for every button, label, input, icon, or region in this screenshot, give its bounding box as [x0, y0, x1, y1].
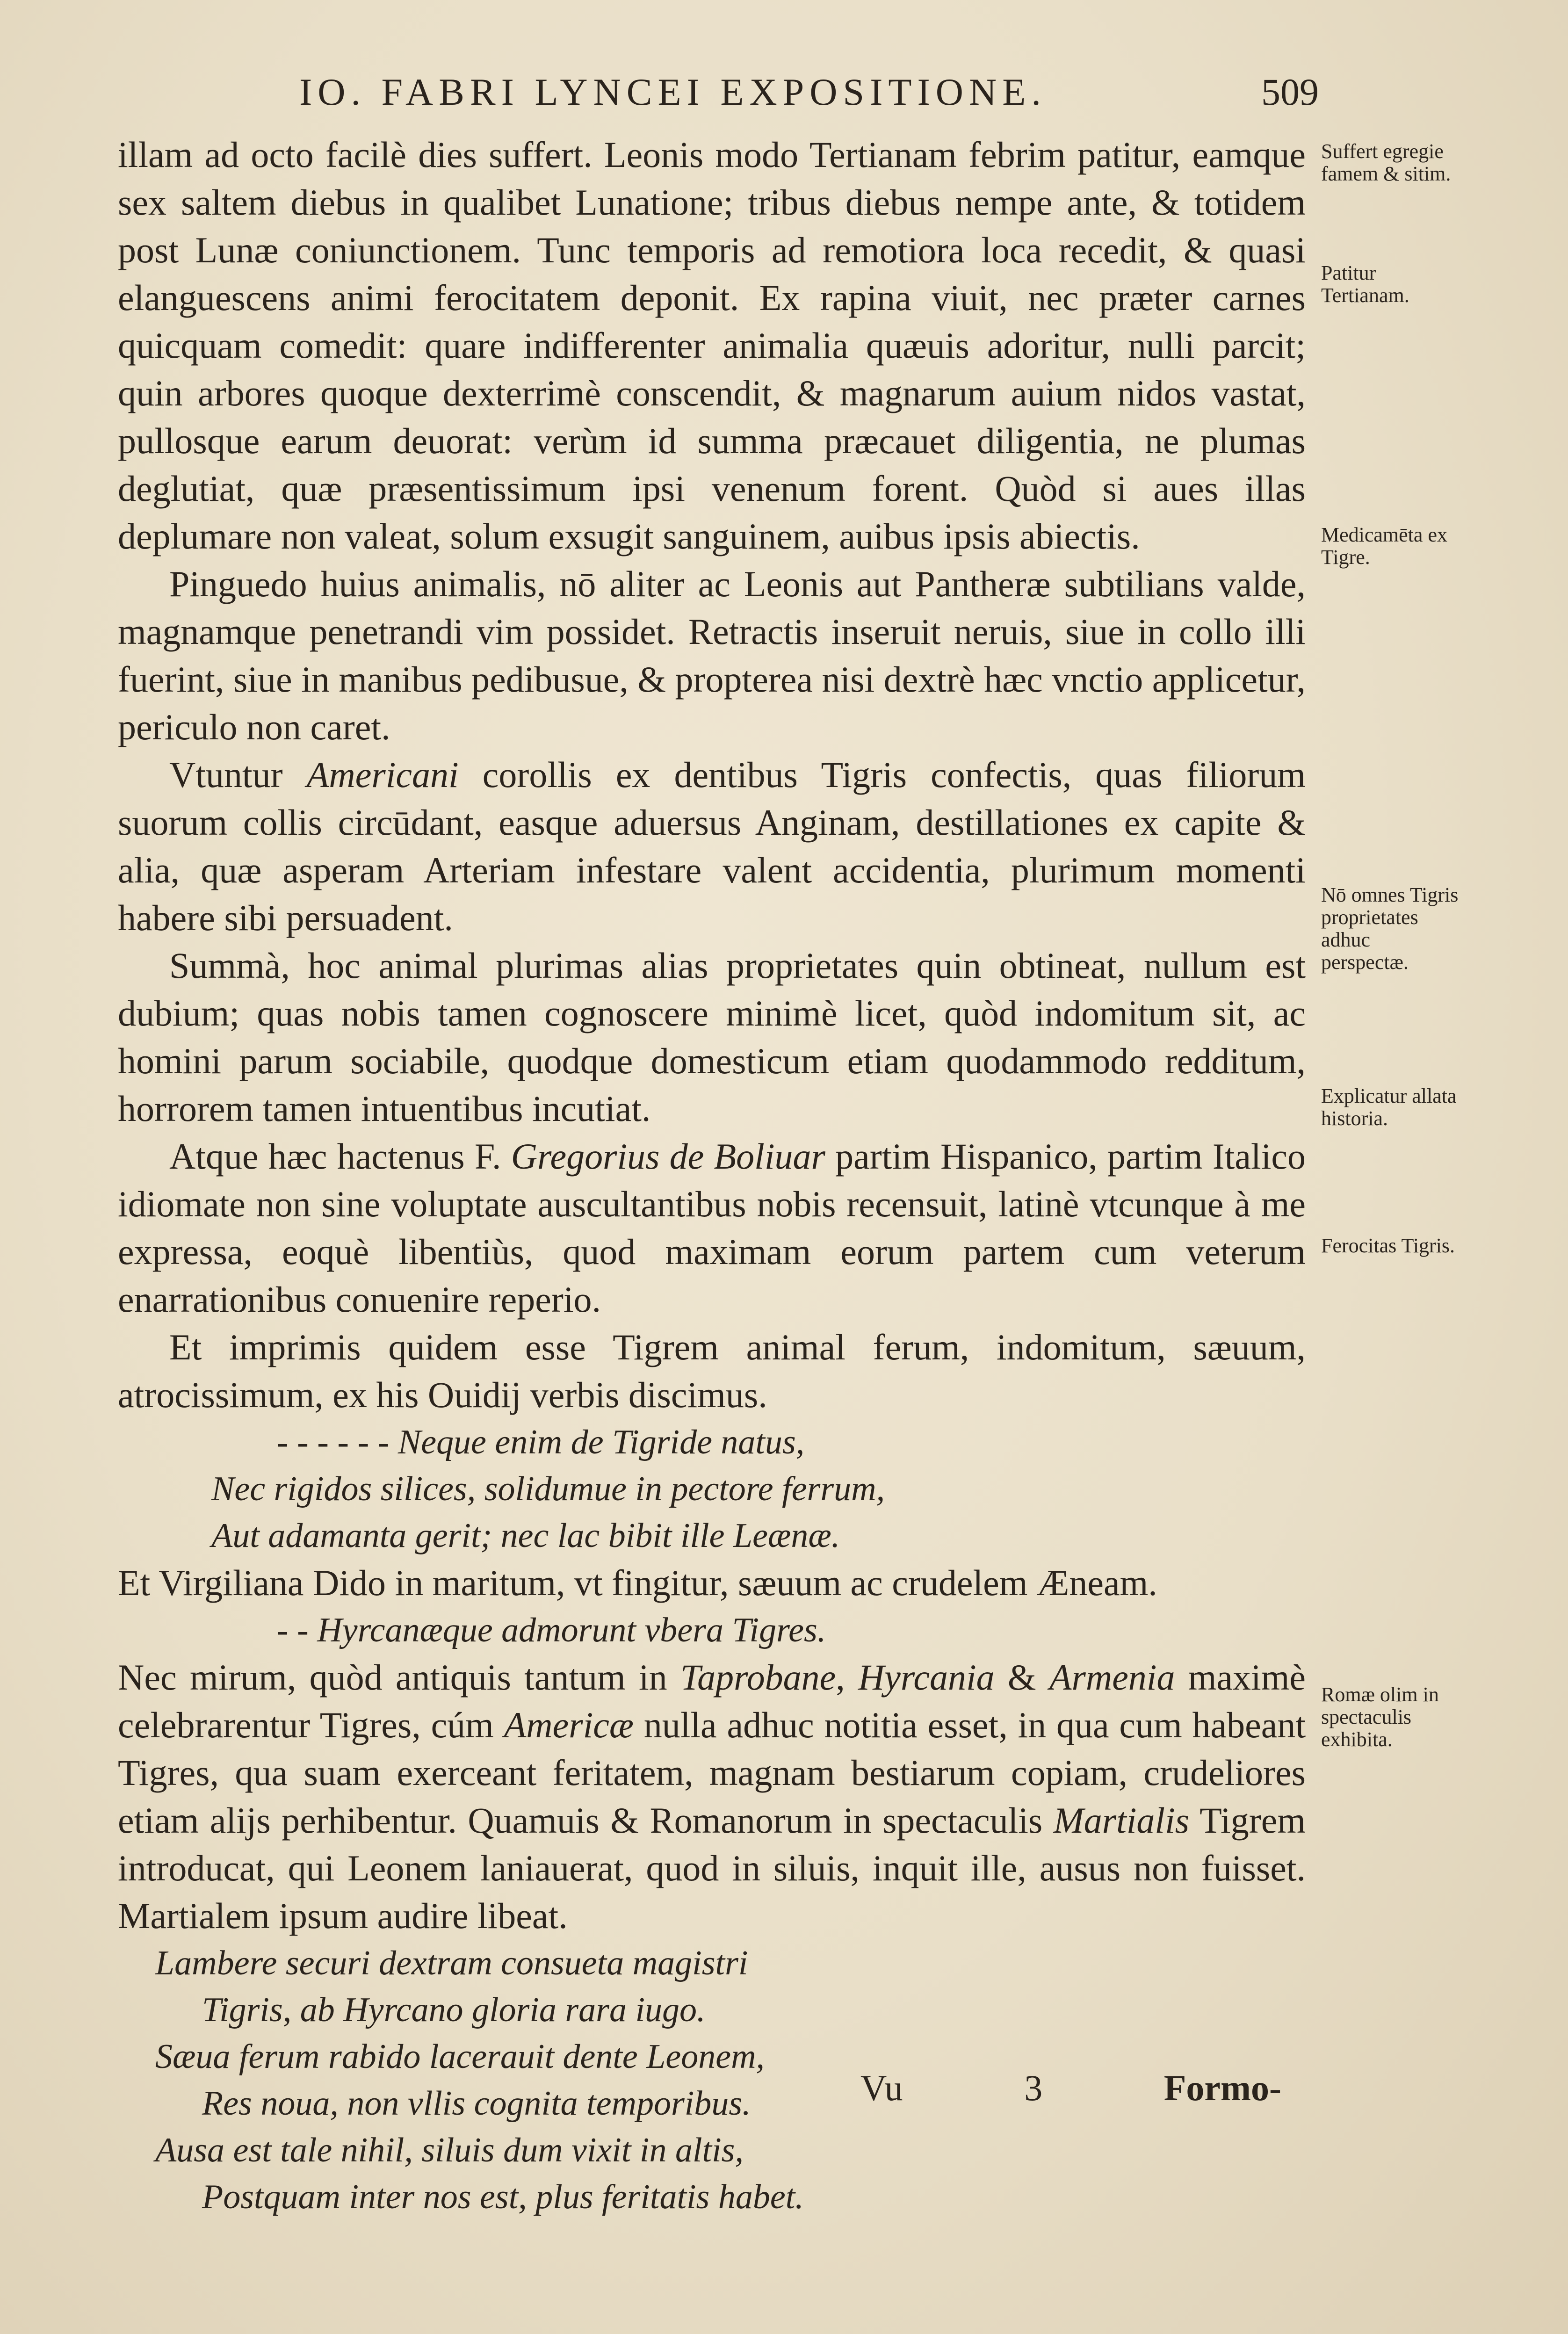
ovid-quotation [118, 1419, 1306, 1559]
page-footer [860, 2067, 1281, 2109]
verse-line: Res noua, non vllis cognita temporibus. [202, 2084, 751, 2123]
emphasis-armenia: Armenia [1049, 1657, 1175, 1698]
text-run: Atque hæc hactenus F. [169, 1136, 511, 1177]
verse-line: Postquam inter nos est, plus feritatis habet. [202, 2178, 804, 2216]
emphasis-boliuar: Gregorius de Boliuar [511, 1136, 825, 1177]
signature-mark: Vu [860, 2067, 903, 2108]
verse-line: Ausa est tale nihil, siluis dum vixit in altis, [155, 2131, 744, 2169]
paragraph-teeth-necklaces [118, 751, 1306, 942]
emphasis-americani: Americani [306, 754, 459, 795]
paragraph-tertian-fever: illam ad octo facilè dies suffert. Leonis modo Tertianam febrim patitur, eamque sex saltem diebus in qualibet Lunatione; tribus diebus nempe ante, & totidem post Lunæ coniunctionem. Tunc temporis ad remotiora loca recedit, & quasi elanguescens animi ferocitatem deponit. Ex rapina viuit, nec præter carnes quicquam comedit: quare indifferenter animalia quæuis adoritur, nulli parcit; quin arbores quoque dexterrimè conscendit, & magnarum auium nidos vastat, pullosque earum deuorat: verùm id summa præcauet diligentia, ne plumas deglutiat, quæ præsentissimum ipsi venenum forent. Quòd si aues illas deplumare non valeat, solum exsugit sanguinem, auibus ipsis abiectis. [118, 134, 1306, 556]
text-run: , [836, 1657, 858, 1698]
sidenote-ferocitas: Ferocitas Tigris. [1321, 1234, 1455, 1257]
sidenote-tertian: Patitur Tertianam. [1321, 261, 1409, 307]
verse-line: - - Hyrcanæque admorunt vbera Tigres. [277, 1611, 826, 1649]
text-run: corollis ex dentibus Tigris confectis, quas filiorum suorum collis circūdant, easque aduersus Anginam, destillationes ex capite & alia, quæ asperam Arteriam infestare valent accidentia, plurimum momenti habere sibi persuadent. [118, 754, 1306, 938]
text-run: Vtuntur [169, 754, 307, 795]
verse-line: - - - - - - Neque enim de Tigride natus, [277, 1423, 805, 1461]
sidenote-properties: Nō omnes Tigris proprietates adhuc perspectæ. [1321, 883, 1459, 974]
virgil-quotation [118, 1607, 1306, 1654]
sidenote-medicament: Medicamēta ex Tigre. [1321, 523, 1447, 569]
catchword: Formo- [1163, 2067, 1281, 2108]
text-run: Tigrem introducat, qui Leonem laniauerat, quod in siluis, inquit ille, ausus non fuisset. Martialem ipsum audire libeat. [118, 1800, 1306, 1936]
text-run: maximè celebrarentur Tigres, cúm [118, 1657, 1306, 1745]
paragraph-ferocity: Et imprimis quidem esse Tigrem animal ferum, indomitum, sæuum, atrocissimum, ex his Ouidij verbis discimus. [118, 1327, 1306, 1415]
signature-number: 3 [1024, 2067, 1043, 2108]
verse-line: Sæua ferum rabido lacerauit dente Leonem, [155, 2038, 765, 2076]
running-title: IO. FABRI LYNCEI EXPOSITIONE. [299, 71, 1047, 113]
verse-line: Nec rigidos silices, solidumue in pectore ferrum, [211, 1470, 885, 1508]
text-run: & [994, 1657, 1049, 1698]
paragraph-properties: Summà, hoc animal plurimas alias proprietates quin obtineat, nullum est dubium; quas nobis tamen cognoscere minimè licet, quòd indomitum sit, ac homini parum sociabile, quodque domesticum etiam quodammodo redditum, horrorem tamen intuentibus incutiat. [118, 945, 1306, 1129]
sidenote-historia: Explicatur allata historia. [1321, 1084, 1457, 1130]
verse-line: Tigris, ab Hyrcano gloria rara iugo. [202, 1991, 706, 2029]
main-text [118, 131, 1306, 2220]
emphasis-martialis: Martialis [1053, 1800, 1190, 1841]
dido-line: Et Virgiliana Dido in maritum, vt fingitur, sæuum ac crudelem Æneam. [118, 1562, 1157, 1603]
paragraph-boliuar [118, 1133, 1306, 1323]
page-header [299, 70, 1319, 114]
verse-line: Lambere securi dextram consueta magistri [155, 1944, 748, 1982]
paragraph-nec-mirum [118, 1654, 1306, 1940]
verse-line: Aut adamanta gerit; nec lac bibit ille Leænæ. [211, 1517, 840, 1555]
sidenote-famem: Suffert egregie famem & sitim. [1321, 140, 1451, 185]
sidenote-spectacula: Romæ olim in spectaculis exhibita. [1321, 1683, 1439, 1751]
text-run: partim Hispanico, partim Italico idiomate non sine voluptate auscultantibus nobis recensuit, latinè vtcunque à me expressa, eoquè libentiùs, quod maximam eorum partem cum veterum enarrationibus conuenire reperio. [118, 1136, 1306, 1320]
emphasis-taprobane: Taprobane [680, 1657, 836, 1698]
text-run: nulla adhuc notitia esset, in qua cum habeant Tigres, qua suam exerceant feritatem, magnam bestiarum copiam, crudeliores etiam alijs perhibentur. Quamuis & Romanorum in spectaculis [118, 1705, 1306, 1841]
paragraph-fat: Pinguedo huius animalis, nō aliter ac Leonis aut Pantheræ subtilians valde, magnamque penetrandi vim possidet. Retractis inseruit neruis, siue in collo illi fuerint, siue in manibus pedibusue, & propterea nisi dextrè hæc vnctio applicetur, periculo non caret. [118, 564, 1306, 747]
emphasis-hyrcania: Hyrcania [858, 1657, 995, 1698]
page-number: 509 [1261, 71, 1319, 113]
emphasis-americae: Americæ [504, 1705, 634, 1745]
text-run: Nec mirum, quòd antiquis tantum in [118, 1657, 680, 1698]
